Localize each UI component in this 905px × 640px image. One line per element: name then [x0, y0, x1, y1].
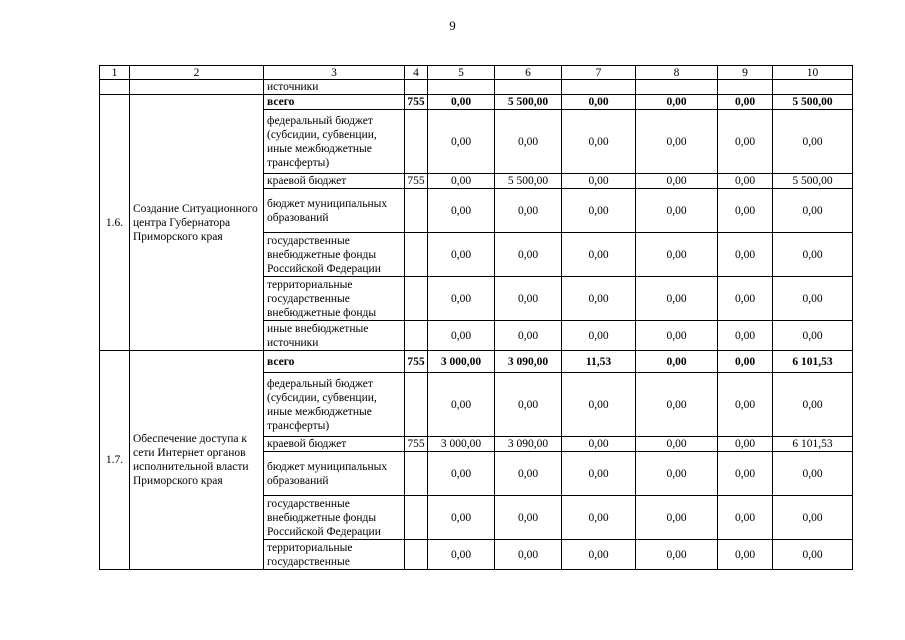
value-cell: 0,00 [773, 110, 853, 174]
source-cell: государственные внебюджетные фонды Российской Федерации [264, 233, 405, 277]
code-cell: 755 [405, 351, 428, 373]
value-cell: 0,00 [495, 233, 562, 277]
value-cell: 0,00 [636, 233, 718, 277]
value-cell: 0,00 [636, 351, 718, 373]
value-cell: 0,00 [428, 95, 495, 110]
value-cell: 0,00 [495, 189, 562, 233]
header-cell: 4 [405, 66, 428, 80]
header-cell: 1 [100, 66, 130, 80]
value-cell: 0,00 [636, 277, 718, 321]
value-cell: 0,00 [495, 277, 562, 321]
value-cell: 3 090,00 [495, 437, 562, 452]
source-cell: всего [264, 95, 405, 110]
value-cell: 5 500,00 [495, 95, 562, 110]
source-cell: краевой бюджет [264, 437, 405, 452]
value-cell: 0,00 [428, 496, 495, 540]
value-cell: 0,00 [718, 373, 773, 437]
header-cell: 2 [130, 66, 264, 80]
header-row [100, 66, 853, 80]
value-cell: 5 500,00 [773, 95, 853, 110]
source-cell: федеральный бюджет (субсидии, субвенции, иные межбюджетные трансферты) [264, 110, 405, 174]
header-cell: 3 [264, 66, 405, 80]
table-row [100, 80, 853, 95]
value-cell: 0,00 [636, 437, 718, 452]
value-cell: 0,00 [773, 496, 853, 540]
value-cell: 0,00 [562, 373, 636, 437]
item-code: 1.6. [100, 95, 130, 351]
value-cell: 0,00 [718, 277, 773, 321]
value-cell: 3 090,00 [495, 351, 562, 373]
code-cell [405, 110, 428, 174]
source-cell: территориальные государственные внебюджетные фонды [264, 277, 405, 321]
value-cell: 0,00 [428, 110, 495, 174]
value-cell: 0,00 [495, 373, 562, 437]
value-cell: 0,00 [718, 496, 773, 540]
code-cell [405, 277, 428, 321]
value-cell: 0,00 [428, 540, 495, 570]
value-cell: 0,00 [495, 496, 562, 540]
value-cell: 0,00 [718, 233, 773, 277]
value-cell: 0,00 [636, 373, 718, 437]
value-cell: 6 101,53 [773, 351, 853, 373]
source-cell: всего [264, 351, 405, 373]
code-cell [405, 540, 428, 570]
header-cell: 8 [636, 66, 718, 80]
header-cell: 10 [773, 66, 853, 80]
item-code: 1.7. [100, 351, 130, 570]
value-cell: 0,00 [428, 373, 495, 437]
header-cell: 7 [562, 66, 636, 80]
value-cell: 0,00 [562, 95, 636, 110]
value-cell: 0,00 [718, 189, 773, 233]
source-cell: бюджет муниципальных образований [264, 452, 405, 496]
code-cell [405, 452, 428, 496]
source-cell: федеральный бюджет (субсидии, субвенции, иные межбюджетные трансферты) [264, 373, 405, 437]
value-cell: 0,00 [773, 277, 853, 321]
header-cell: 5 [428, 66, 495, 80]
value-cell: 0,00 [428, 321, 495, 351]
header-cell: 9 [718, 66, 773, 80]
code-cell [405, 373, 428, 437]
item-name: Создание Ситуационного центра Губернатора Приморского края [130, 95, 264, 351]
source-cell: бюджет муниципальных образований [264, 189, 405, 233]
value-cell: 0,00 [562, 540, 636, 570]
value-cell: 0,00 [718, 351, 773, 373]
source-cell: краевой бюджет [264, 174, 405, 189]
value-cell: 0,00 [718, 540, 773, 570]
value-cell: 0,00 [773, 189, 853, 233]
source-cell: территориальные государственные [264, 540, 405, 570]
value-cell: 0,00 [773, 540, 853, 570]
code-cell [405, 496, 428, 540]
value-cell: 0,00 [636, 452, 718, 496]
value-cell: 0,00 [428, 189, 495, 233]
value-cell: 0,00 [495, 110, 562, 174]
value-cell: 0,00 [773, 373, 853, 437]
code-cell: 755 [405, 174, 428, 189]
value-cell: 5 500,00 [773, 174, 853, 189]
value-cell: 0,00 [636, 174, 718, 189]
value-cell: 6 101,53 [773, 437, 853, 452]
value-cell: 0,00 [718, 174, 773, 189]
value-cell: 0,00 [773, 233, 853, 277]
value-cell: 0,00 [636, 321, 718, 351]
budget-table [99, 65, 853, 570]
value-cell: 0,00 [562, 321, 636, 351]
value-cell: 0,00 [562, 189, 636, 233]
table-row [100, 95, 853, 110]
value-cell: 0,00 [636, 496, 718, 540]
value-cell: 0,00 [428, 174, 495, 189]
value-cell: 0,00 [428, 277, 495, 321]
code-cell: 755 [405, 95, 428, 110]
code-cell: 755 [405, 437, 428, 452]
value-cell: 0,00 [718, 452, 773, 496]
value-cell: 0,00 [428, 233, 495, 277]
value-cell: 0,00 [495, 452, 562, 496]
header-cell: 6 [495, 66, 562, 80]
value-cell: 0,00 [562, 110, 636, 174]
source-cell: источники [264, 80, 405, 95]
source-cell: государственные внебюджетные фонды Российской Федерации [264, 496, 405, 540]
value-cell: 0,00 [636, 540, 718, 570]
value-cell: 0,00 [562, 496, 636, 540]
value-cell: 0,00 [718, 437, 773, 452]
item-name: Обеспечение доступа к сети Интернет органов исполнительной власти Приморского края [130, 351, 264, 570]
value-cell: 3 000,00 [428, 351, 495, 373]
code-cell [405, 321, 428, 351]
value-cell: 0,00 [773, 321, 853, 351]
value-cell: 0,00 [562, 437, 636, 452]
value-cell: 0,00 [562, 233, 636, 277]
page-number: 9 [449, 18, 456, 33]
code-cell [405, 233, 428, 277]
value-cell: 0,00 [495, 540, 562, 570]
value-cell: 0,00 [636, 110, 718, 174]
value-cell: 0,00 [636, 189, 718, 233]
value-cell: 0,00 [562, 277, 636, 321]
value-cell: 0,00 [562, 452, 636, 496]
value-cell: 0,00 [636, 95, 718, 110]
value-cell: 0,00 [495, 321, 562, 351]
code-cell [405, 189, 428, 233]
value-cell: 0,00 [718, 95, 773, 110]
table-row [100, 351, 853, 373]
value-cell: 0,00 [773, 452, 853, 496]
value-cell: 0,00 [718, 110, 773, 174]
value-cell: 3 000,00 [428, 437, 495, 452]
value-cell: 11,53 [562, 351, 636, 373]
value-cell: 0,00 [718, 321, 773, 351]
value-cell: 5 500,00 [495, 174, 562, 189]
source-cell: иные внебюджетные источники [264, 321, 405, 351]
value-cell: 0,00 [562, 174, 636, 189]
value-cell: 0,00 [428, 452, 495, 496]
